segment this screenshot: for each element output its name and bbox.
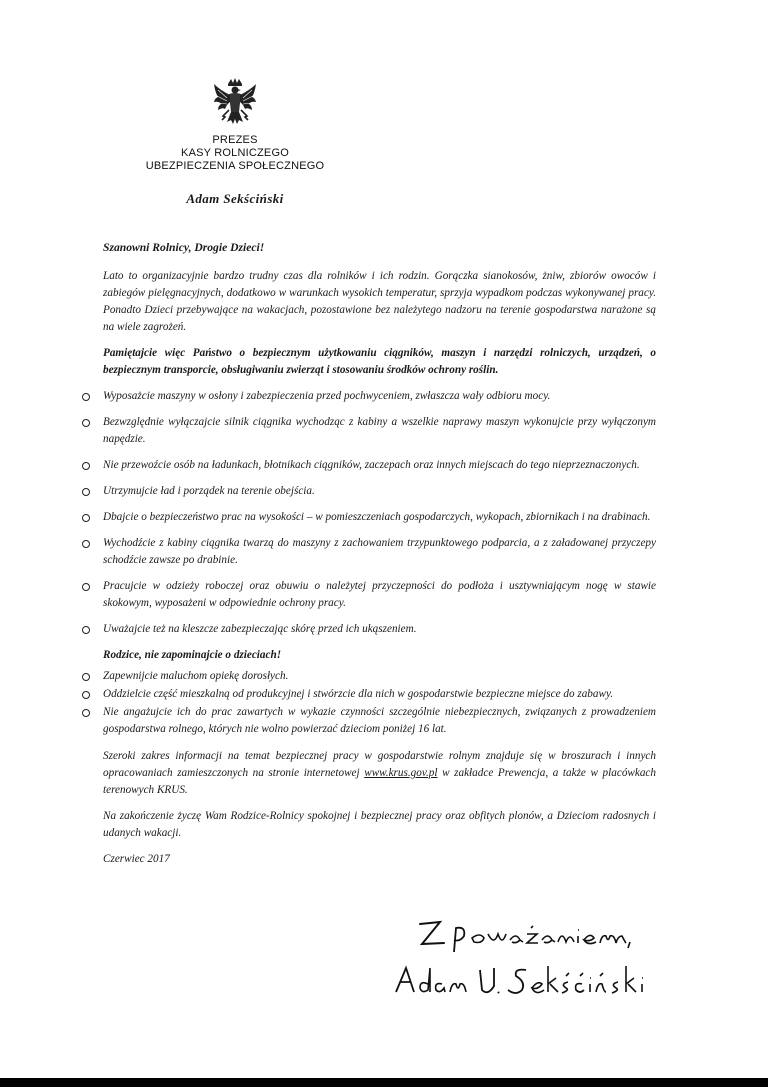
list-item — [79, 414, 656, 448]
list-item — [79, 483, 656, 500]
list-item — [79, 578, 656, 612]
letter-info — [103, 748, 656, 799]
list-item — [79, 388, 656, 405]
letter-closing: Na zakończenie życzę Wam Rodzice-Rolnicy spokojnej i bezpiecznej pracy oraz obfitych plonów, a Dzieciom radosnych i udanych wakacji. — [103, 810, 656, 839]
rule-text: Nie przewoźcie osób na ładunkach, błotnikach ciągników, zaczepach oraz innych miejscach do tego nieprzeznaczonych. — [103, 459, 640, 471]
letter-date: Czerwiec 2017 — [103, 853, 170, 865]
bullet-icon — [82, 462, 90, 470]
list-item — [79, 668, 656, 685]
list-item — [79, 535, 656, 569]
header-title: PREZES — [212, 134, 258, 146]
list-item — [79, 704, 656, 738]
list-item — [79, 621, 656, 638]
bullet-icon — [82, 673, 90, 681]
letter-appeal: Pamiętajcie więc Państwo o bezpiecznym użytkowaniu ciągników, maszyn i narzędzi rolniczych, urządzeń, o bezpiecznym transporcie, obsługiwaniu zwierząt i stosowaniu środków ochrony roślin. — [103, 347, 656, 376]
rule-text: Uważajcie też na kleszcze zabezpieczając skórę przed ich ukąszeniem. — [103, 623, 417, 635]
parents-heading: Rodzice, nie zapominajcie o dzieciach! — [103, 649, 282, 661]
bullet-icon — [82, 626, 90, 634]
bullet-icon — [82, 514, 90, 522]
bullet-icon — [82, 583, 90, 591]
bullet-icon — [82, 393, 90, 401]
safety-rules-list — [103, 388, 656, 638]
rule-text: Pracujcie w odzieży roboczej oraz obuwiu o należytej przyczepności do podłoża i usztywniającym nogę w stawie skokowym, wyposażeni w odpowiednie ochrony pracy. — [103, 580, 656, 609]
list-item — [79, 457, 656, 474]
signature-drawing — [390, 912, 690, 1002]
eagle-emblem-icon — [212, 78, 258, 132]
bullet-icon — [82, 691, 90, 699]
rule-text: Wyposażcie maszyny w osłony i zabezpieczenia przed pochwyceniem, zwłaszcza wały odbioru mocy. — [103, 390, 551, 402]
krus-website-link[interactable]: www.krus.gov.pl — [364, 767, 438, 779]
letter-body — [103, 239, 656, 877]
list-item — [79, 686, 656, 703]
letter-greeting: Szanowni Rolnicy, Drogie Dzieci! — [103, 241, 265, 254]
header-author: Adam Sekściński — [186, 191, 284, 206]
rule-text: Bezwzględnie wyłączajcie silnik ciągnika wychodząc z kabiny a wszelkie naprawy maszyn wykonujcie przy wyłączonym napędzie. — [103, 416, 656, 445]
info-text-end: w zakładce Prewencja, a także w placówkach terenowych KRUS. — [103, 767, 656, 796]
kids-rule-text: Zapewnijcie maluchom opiekę dorosłych. — [103, 670, 289, 682]
rule-text: Wychodźcie z kabiny ciągnika twarzą do maszyny z zachowaniem trzypunktowego podparcia, a z załadowanej przyczepy schodźcie zawsze po drabinie. — [103, 537, 656, 566]
header-institution-line-2: UBEZPIECZENIA SPOŁECZNEGO — [145, 160, 325, 172]
list-item — [79, 509, 656, 526]
bullet-icon — [82, 709, 90, 717]
info-text: Szeroki zakres informacji na temat bezpiecznej pracy w gospodarstwie rolnym znajduje się w broszurach i innych opracowaniach zamieszczonych na stronie internetowej — [103, 750, 656, 779]
kids-rule-text: Nie angażujcie ich do prac zawartych w wykazie czynności szczególnie niebezpiecznych, związanych z prowadzeniem gospodarstwa rolnego, których nie wolno powierzać dzieciom poniżej 16 lat. — [103, 706, 656, 735]
rule-text: Utrzymujcie ład i porządek na terenie obejścia. — [103, 485, 315, 497]
bullet-icon — [82, 540, 90, 548]
handwritten-signature — [390, 912, 690, 1002]
header-institution-line-1: KASY ROLNICZEGO — [181, 147, 289, 159]
letterhead — [110, 78, 360, 207]
rule-text: Dbajcie o bezpieczeństwo prac na wysokości – w pomieszczeniach gospodarczych, wykopach, zbiornikach i na drabinach. — [103, 511, 651, 523]
kids-rules-list — [103, 668, 656, 738]
letter-intro: Lato to organizacyjnie bardzo trudny czas dla rolników i ich rodzin. Gorączka sianokosów, żniw, zbiorów owoców i zabiegów pielęgnacyjnych, dodatkowo w warunkach wysokich temperatur, sprzyja wypadkom podczas wykonywanej pracy. Ponadto Dzieci przebywające na wakacjach, pozostawione bez należytego nadzoru na terenie gospodarstwa narażone są na wiele zagrożeń. — [103, 270, 656, 333]
kids-rule-text: Oddzielcie część mieszkalną od produkcyjnej i stwórzcie dla nich w gospodarstwie bezpieczne miejsce do zabawy. — [103, 688, 614, 700]
bullet-icon — [82, 419, 90, 427]
scan-bottom-edge — [0, 1078, 768, 1087]
bullet-icon — [82, 488, 90, 496]
